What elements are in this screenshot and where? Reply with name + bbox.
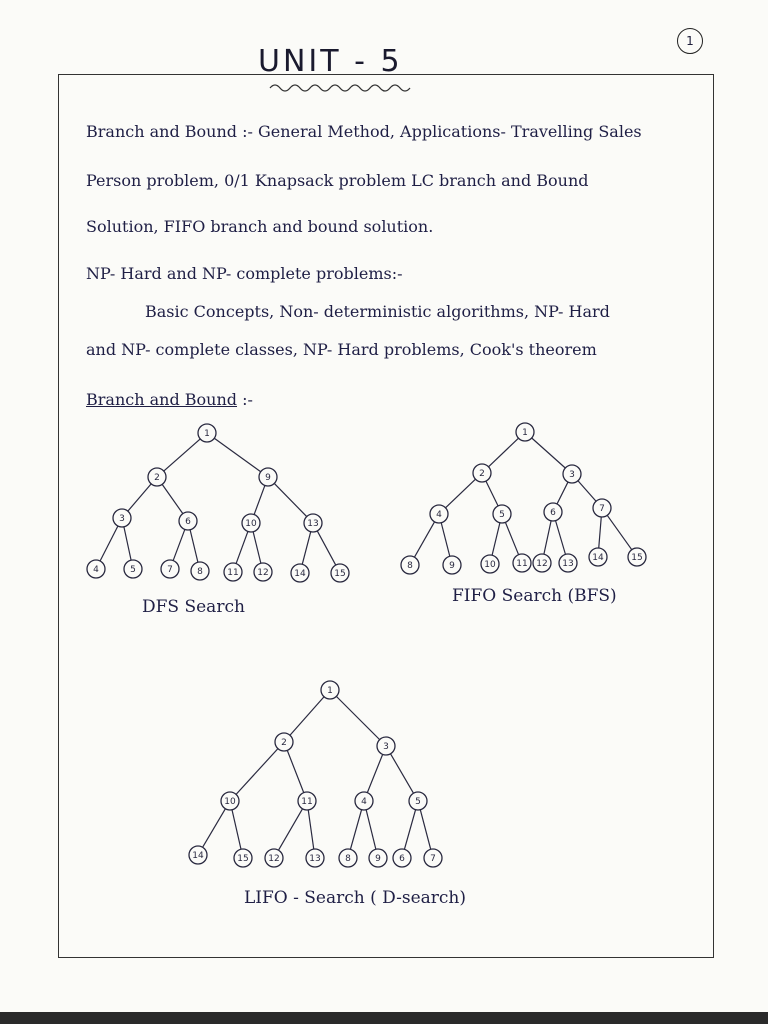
page-number: 1: [677, 28, 703, 54]
dfs-node-label: 9: [265, 473, 271, 484]
fifo-node: [533, 554, 551, 572]
fifo-node-label: 9: [449, 561, 455, 572]
fifo-node-label: 15: [631, 553, 643, 564]
lifo-node: [275, 733, 293, 751]
syllabus-line-5: Basic Concepts, Non- deterministic algorithms, NP- Hard: [145, 302, 610, 321]
fifo-edge: [556, 521, 566, 555]
dfs-node-label: 4: [93, 565, 99, 576]
dfs-edge: [253, 532, 261, 564]
fifo-node: [493, 505, 511, 523]
dfs-node: [191, 562, 209, 580]
dfs-node-label: 7: [167, 565, 173, 576]
dfs-node: [259, 468, 277, 486]
lifo-node-label: 5: [415, 797, 421, 808]
fifo-node: [589, 548, 607, 566]
dfs-node-label: 14: [294, 569, 306, 580]
syllabus-line-3: Solution, FIFO branch and bound solution.: [86, 217, 434, 236]
fifo-edge: [607, 515, 632, 549]
fifo-edge: [414, 522, 434, 557]
lifo-node: [189, 846, 207, 864]
dfs-caption: DFS Search: [142, 597, 245, 617]
fifo-edge: [532, 438, 566, 468]
lifo-edge: [203, 809, 226, 848]
fifo-node-label: 4: [436, 510, 442, 521]
fifo-node-label: 3: [569, 470, 575, 481]
fifo-node: [516, 423, 534, 441]
fifo-node-label: 12: [536, 559, 548, 570]
dfs-edge: [124, 527, 131, 560]
np-heading: NP- Hard and NP- complete problems:-: [86, 264, 403, 283]
lifo-edge: [290, 697, 324, 736]
lifo-node: [321, 681, 339, 699]
fifo-node: [593, 499, 611, 517]
lifo-node-label: 12: [268, 854, 280, 865]
page-title: UNIT - 5: [258, 44, 403, 79]
lifo-node-label: 8: [345, 854, 351, 865]
dfs-edge: [100, 526, 118, 561]
dfs-node: [304, 514, 322, 532]
lifo-edge: [366, 810, 376, 850]
lifo-edge: [367, 754, 382, 792]
lifo-node: [221, 792, 239, 810]
fifo-node: [401, 556, 419, 574]
lifo-node: [393, 849, 411, 867]
fifo-edge: [492, 523, 500, 555]
fifo-node: [443, 556, 461, 574]
lifo-edge: [336, 696, 379, 739]
fifo-edge: [505, 522, 518, 554]
fifo-edge: [441, 523, 450, 557]
lifo-caption: LIFO - Search ( D-search): [244, 888, 467, 908]
lifo-edge: [279, 809, 303, 850]
fifo-edge: [446, 479, 476, 508]
lifo-node-label: 14: [192, 851, 204, 862]
syllabus-line-2: Person problem, 0/1 Knapsack problem LC branch and Bound: [86, 171, 589, 190]
lifo-edge: [308, 810, 313, 849]
fifo-caption: FIFO Search (BFS): [452, 586, 617, 606]
lifo-edge: [404, 810, 415, 850]
fifo-node-label: 7: [599, 504, 605, 515]
lifo-node: [424, 849, 442, 867]
lifo-edge: [391, 754, 414, 793]
dfs-node-label: 15: [334, 569, 346, 580]
dfs-edge: [190, 530, 198, 562]
dfs-node: [161, 560, 179, 578]
lifo-node-label: 6: [399, 854, 405, 865]
dfs-edge: [274, 483, 306, 516]
lifo-edge: [232, 810, 241, 849]
dfs-node-label: 12: [257, 568, 269, 579]
dfs-node: [224, 563, 242, 581]
fifo-node: [473, 464, 491, 482]
fifo-node: [481, 555, 499, 573]
lifo-node-label: 3: [383, 742, 389, 753]
lifo-node: [339, 849, 357, 867]
dfs-node: [124, 560, 142, 578]
dfs-node: [113, 509, 131, 527]
lifo-node-label: 11: [301, 797, 313, 808]
fifo-edge: [599, 517, 602, 548]
lifo-edge: [287, 750, 303, 792]
lifo-node-label: 10: [224, 797, 236, 808]
lifo-node: [369, 849, 387, 867]
dfs-edge: [128, 484, 151, 511]
lifo-node: [377, 737, 395, 755]
fifo-node: [563, 465, 581, 483]
fifo-node-label: 5: [499, 510, 505, 521]
dfs-node-label: 10: [245, 519, 257, 530]
section-heading-suffix: :-: [237, 390, 253, 409]
dfs-node: [87, 560, 105, 578]
fifo-node: [628, 548, 646, 566]
lifo-node-label: 4: [361, 797, 367, 808]
fifo-node-label: 13: [562, 559, 574, 570]
fifo-edge: [544, 521, 551, 554]
dfs-edge: [254, 485, 265, 514]
dfs-edge: [302, 532, 310, 565]
fifo-node-label: 8: [407, 561, 413, 572]
lifo-node: [409, 792, 427, 810]
dfs-node: [331, 564, 349, 582]
fifo-node-label: 1: [522, 428, 528, 439]
dfs-edge: [236, 531, 248, 563]
fifo-edge: [486, 481, 498, 506]
lifo-edge: [350, 810, 361, 850]
fifo-node-label: 6: [550, 508, 556, 519]
lifo-node-label: 15: [237, 854, 249, 865]
dfs-edge: [317, 531, 335, 565]
fifo-node: [430, 505, 448, 523]
fifo-node: [559, 554, 577, 572]
syllabus-line-1: Branch and Bound :- General Method, Applications- Travelling Sales: [86, 122, 642, 141]
lifo-node: [298, 792, 316, 810]
dfs-edge: [173, 529, 185, 560]
lifo-node-label: 2: [281, 738, 287, 749]
dfs-edge: [164, 439, 200, 471]
fifo-node: [513, 554, 531, 572]
fifo-node-label: 11: [516, 559, 528, 570]
lifo-node-label: 1: [327, 686, 333, 697]
fifo-edge: [578, 481, 596, 502]
fifo-node-label: 2: [479, 469, 485, 480]
dfs-node: [179, 512, 197, 530]
fifo-node-label: 14: [592, 553, 604, 564]
syllabus-line-6: and NP- complete classes, NP- Hard problems, Cook's theorem: [86, 340, 597, 359]
dfs-node: [148, 468, 166, 486]
dfs-edge: [162, 484, 183, 513]
dfs-node-label: 13: [307, 519, 319, 530]
dfs-node: [291, 564, 309, 582]
lifo-node: [306, 849, 324, 867]
lifo-node-label: 13: [309, 854, 321, 865]
dfs-node: [198, 424, 216, 442]
page-bottom-edge: [0, 1012, 768, 1024]
dfs-node-label: 2: [154, 473, 160, 484]
lifo-node: [234, 849, 252, 867]
dfs-node-label: 3: [119, 514, 125, 525]
fifo-node-label: 10: [484, 560, 496, 571]
lifo-edge: [420, 810, 430, 850]
dfs-node-label: 5: [130, 565, 136, 576]
lifo-edge: [236, 749, 278, 795]
fifo-node: [544, 503, 562, 521]
dfs-node-label: 1: [204, 429, 210, 440]
dfs-node-label: 8: [197, 567, 203, 578]
fifo-edge: [557, 482, 568, 504]
lifo-node-label: 7: [430, 854, 436, 865]
dfs-node: [242, 514, 260, 532]
fifo-edge: [489, 438, 519, 467]
dfs-node: [254, 563, 272, 581]
lifo-node: [265, 849, 283, 867]
section-heading-text: Branch and Bound: [86, 390, 238, 409]
dfs-node-label: 11: [227, 568, 239, 579]
dfs-node-label: 6: [185, 517, 191, 528]
lifo-node: [355, 792, 373, 810]
dfs-edge: [214, 438, 260, 471]
lifo-node-label: 9: [375, 854, 381, 865]
